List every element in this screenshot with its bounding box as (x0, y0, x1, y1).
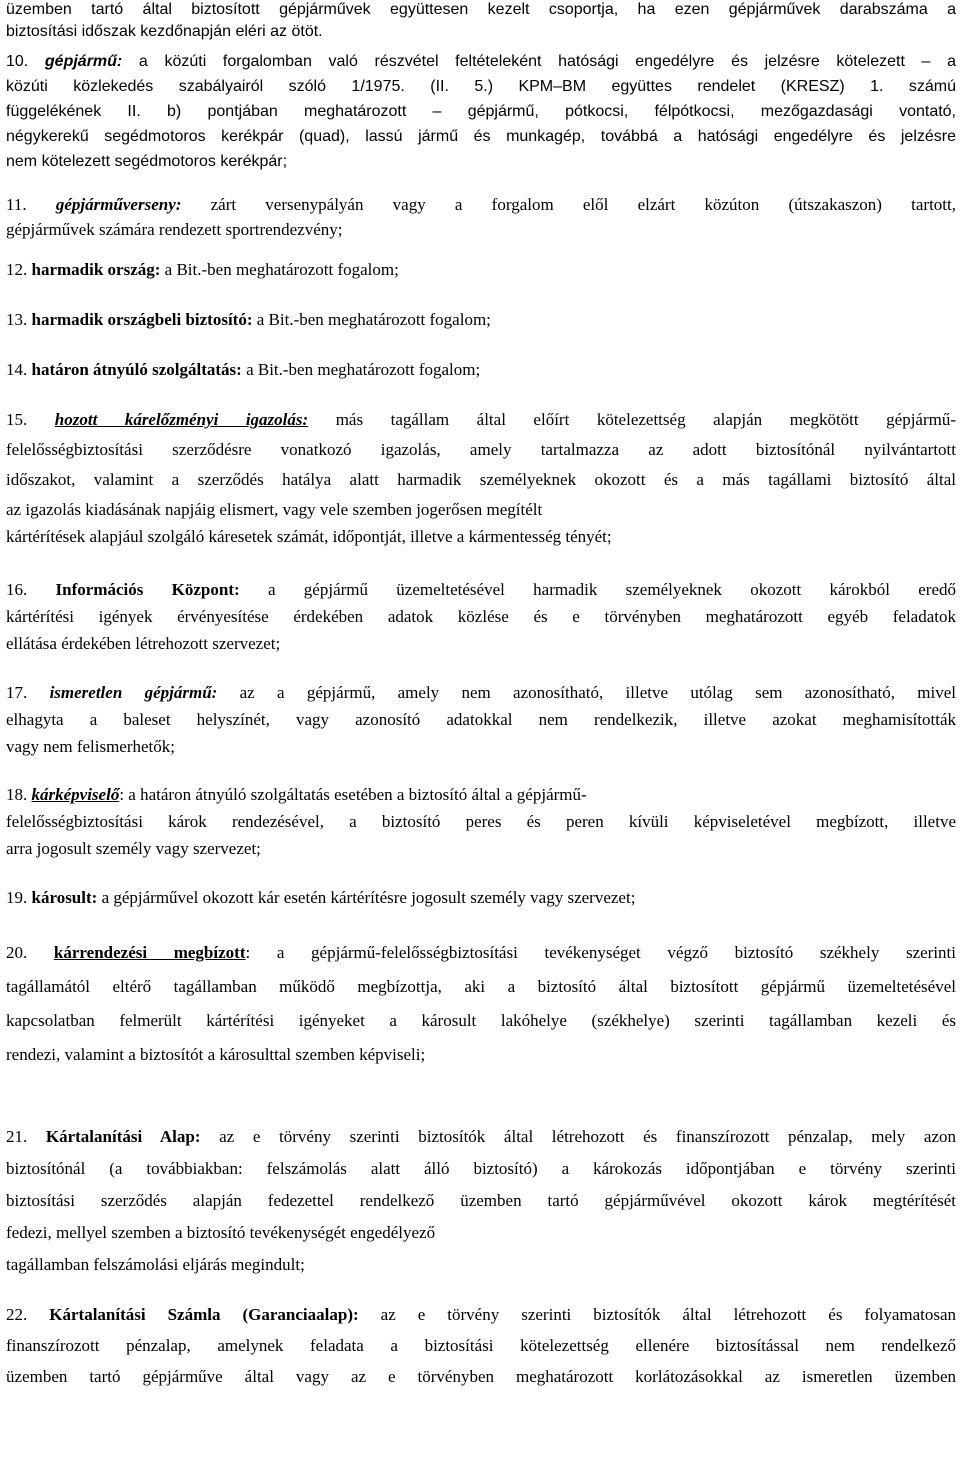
text-line: az e törvény szerinti biztosítók által létrehozott és folyamatosan (380, 1305, 957, 1324)
definition-20 (6, 943, 956, 963)
text-line: : a gépjármű-felelősségbiztosítási tevékenységet végző biztosító székhely szerinti (245, 943, 957, 962)
text-line: rendezi, valamint a biztosítót a károsulttal szemben képviseli; (6, 1045, 426, 1064)
defined-term: hozott kárelőzményi igazolás: (54, 410, 309, 429)
defined-term: gépjárműverseny: (55, 195, 182, 214)
text-line (6, 102, 956, 122)
defined-term: határon átnyúló szolgáltatás: (31, 360, 242, 379)
text-line: biztosítási szerződés alapján fedezettel rendelkező üzemben tartó gépjárművével okozott károk megtérítését (6, 1191, 956, 1210)
text-line: zárt versenypályán vagy a forgalom elől elzárt közúton (útszakaszon) tartott, (210, 195, 956, 214)
item-number: 11. (6, 195, 27, 214)
item-number: 16. (6, 580, 28, 599)
text-line: az e törvény szerinti biztosítók által létrehozott és finanszírozott pénzalap, mely azon (219, 1127, 956, 1146)
item-number: 22. (6, 1305, 28, 1324)
text-line: nem kötelezett segédmotoros kerékpár; (6, 153, 288, 170)
item-number: 13. (6, 310, 28, 329)
text-line: a közúti forgalomban való részvétel feltételeként hatósági engedélyre és jelzésre kötelezett – a (138, 53, 956, 70)
text-line: időszakot, valamint a szerződés hatálya alatt harmadik személyeknek okozott és a más tagállami biztosító által (6, 470, 956, 489)
text-line: gépjárművek számára rendezett sportrendezvény; (6, 220, 343, 239)
defined-term: Kártalanítási Alap: (45, 1127, 201, 1146)
defined-term: gépjármű: (44, 53, 123, 70)
text-line: kapcsolatban felmerült kártérítési igényeket a károsult lakóhelye (székhelye) szerinti tagállamban kezeli és (6, 1011, 956, 1030)
text-line: : a határon átnyúló szolgáltatás esetében a biztosító által a gépjármű- (119, 785, 587, 804)
text-line: kártérítési igények érvényesítése érdekében adatok közlése és e törvényben meghatározott egyéb feladatok (6, 607, 956, 626)
text-line: kártérítések alapjául szolgáló káresetek számát, időpontját, illetve a kármentesség tényét; (6, 527, 612, 546)
item-number: 18. (6, 785, 28, 804)
text-line: a Bit.-ben meghatározott fogalom; (164, 260, 399, 279)
definition-14 (6, 360, 480, 380)
item-number: 14. (6, 360, 28, 379)
item-number: 20. (6, 943, 28, 962)
definition-21 (6, 1127, 956, 1147)
item-number: 12. (6, 260, 28, 279)
definition-22 (6, 1305, 956, 1325)
defined-term: károsult: (31, 888, 98, 907)
text-line: a Bit.-ben meghatározott fogalom; (256, 310, 491, 329)
text-line: a gépjármű üzemeltetésével harmadik személyeknek okozott károkból eredő (267, 580, 956, 599)
text-line: elhagyta a baleset helyszínét, vagy azonosító adatokkal nem rendelkezik, illetve azokat meghamisították (6, 710, 956, 729)
text-line: biztosítási időszak kezdőnapján eléri az ötöt. (6, 23, 323, 40)
text-line: finanszírozott pénzalap, amelynek feladata a biztosítási kötelezettség ellenére biztosítással nem rendelkező (6, 1336, 956, 1355)
text-line: üzemben tartó gépjárműve által vagy az e törvényben meghatározott korlátozásokkal az ismeretlen üzemben (6, 1367, 956, 1386)
text-line: az igazolás kiadásának napjáig elismert, vagy vele szemben jogerősen megítélt (6, 500, 543, 519)
definition-19 (6, 888, 635, 908)
text-line: felelősségbiztosítási károk rendezésével, a biztosító peres és peren kívüli képviseletével megbízott, illetve (6, 812, 956, 831)
item-number: 10. (6, 53, 29, 70)
item-number: 19. (6, 888, 28, 907)
text-line: a gépjárművel okozott kár esetén kártérítésre jogosult személy vagy szervezet; (101, 888, 636, 907)
definition-12 (6, 260, 399, 280)
text-line: négykerekű segédmotoros kerékpár (quad), lassú jármű és munkagép, továbbá a hatósági engedélyre és jelzésre (6, 128, 956, 145)
text-fragment: b) pontjában meghatározott – gépjármű, pótkocsi, félpótkocsi, mezőgazdasági vontató, (167, 103, 957, 120)
defined-term: kárrendezési megbízott (53, 943, 246, 962)
definition-18 (6, 785, 587, 805)
definition-13 (6, 310, 491, 330)
text-line: fedezi, mellyel szemben a biztosító tevékenységét engedélyező (6, 1223, 436, 1242)
item-number: 15. (6, 410, 28, 429)
definition-11 (6, 195, 956, 215)
text-line: üzemben tartó által biztosított gépjárművek együttesen kezelt csoportja, ha ezen gépjárművek darabszáma a (6, 1, 956, 18)
defined-term: harmadik országbeli biztosító: (31, 310, 253, 329)
definition-15 (6, 410, 956, 430)
defined-term: Információs Központ: (55, 580, 240, 599)
definition-16 (6, 580, 956, 600)
text-line: más tagállam által előírt kötelezettség alapján megkötött gépjármű- (335, 410, 957, 429)
definition-10 (6, 52, 956, 72)
definition-17 (6, 683, 956, 703)
defined-term: ismeretlen gépjármű: (49, 683, 218, 702)
text-line: ellátása érdekében létrehozott szervezet; (6, 634, 281, 653)
defined-term: Kártalanítási Számla (Garanciaalap): (49, 1305, 359, 1324)
item-number: 21. (6, 1127, 28, 1146)
text-line: az a gépjármű, amely nem azonosítható, illetve utólag sem azonosítható, mivel (239, 683, 956, 702)
text-fragment: függelékének II. (6, 103, 141, 120)
text-line: tagállamától eltérő tagállamban működő megbízottja, aki a biztosító által biztosított gépjármű üzemeltetésével (6, 977, 956, 996)
item-number: 17. (6, 683, 28, 702)
defined-term: kárképviselő (31, 785, 120, 804)
defined-term: harmadik ország: (31, 260, 161, 279)
text-line: felelősségbiztosítási szerződésre vonatkozó igazolás, amely tartalmazza az adott biztosítónál nyilvántartott (6, 440, 956, 459)
text-line: közúti közlekedés szabályairól szóló 1/1975. (II. 5.) KPM–BM együttes rendelet (KRESZ) 1. számú (6, 78, 956, 95)
text-line: vagy nem felismerhetők; (6, 737, 176, 756)
text-line: biztosítónál (a továbbiakban: felszámolás alatt álló biztosító) a károkozás időpontjában e törvény szerinti (6, 1159, 956, 1178)
text-line: arra jogosult személy vagy szervezet; (6, 839, 261, 858)
text-line: a Bit.-ben meghatározott fogalom; (246, 360, 481, 379)
text-line: tagállamban felszámolási eljárás megindult; (6, 1255, 305, 1274)
